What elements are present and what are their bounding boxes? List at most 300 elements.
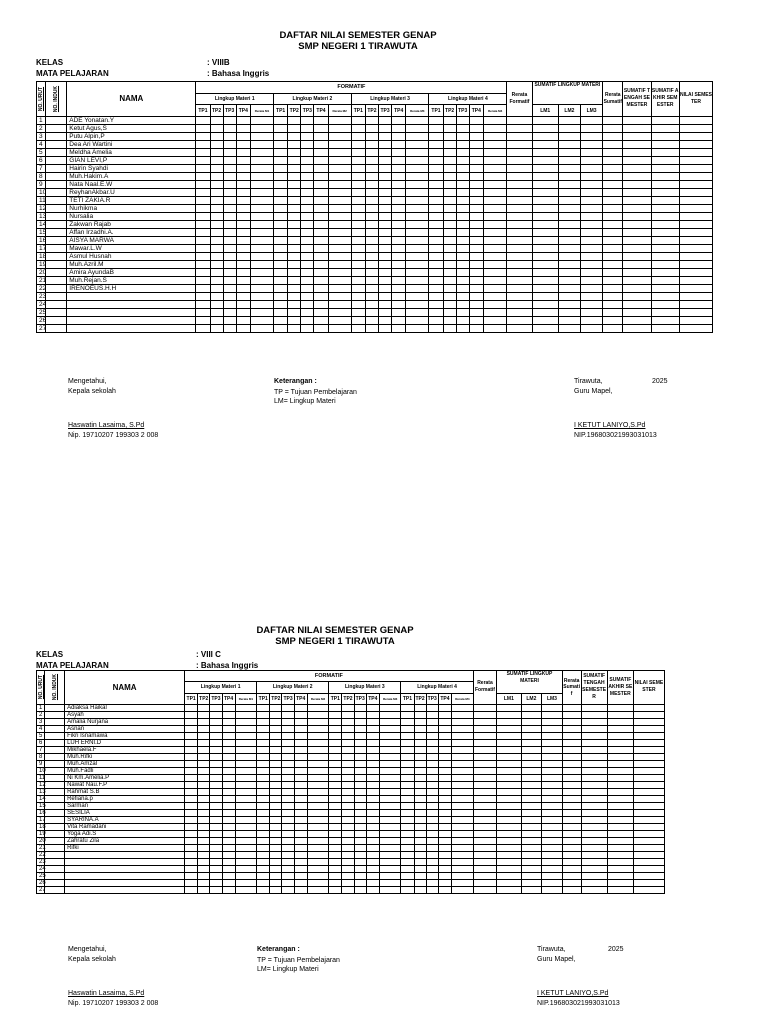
score-cell[interactable] — [542, 851, 563, 858]
score-cell[interactable] — [443, 300, 456, 308]
score-cell[interactable] — [223, 324, 236, 332]
score-cell[interactable] — [365, 252, 378, 260]
score-cell[interactable] — [507, 244, 532, 252]
score-cell[interactable] — [406, 268, 429, 276]
score-cell[interactable] — [562, 704, 581, 711]
score-cell[interactable] — [379, 739, 401, 746]
score-cell[interactable] — [236, 196, 250, 204]
score-cell[interactable] — [451, 732, 473, 739]
score-cell[interactable] — [401, 774, 414, 781]
score-cell[interactable] — [235, 872, 257, 879]
score-cell[interactable] — [314, 228, 328, 236]
score-cell[interactable] — [532, 140, 558, 148]
score-cell[interactable] — [651, 316, 679, 324]
score-cell[interactable] — [580, 284, 602, 292]
score-cell[interactable] — [354, 823, 366, 830]
score-cell[interactable] — [379, 725, 401, 732]
score-cell[interactable] — [607, 844, 633, 851]
score-cell[interactable] — [507, 260, 532, 268]
score-cell[interactable] — [198, 872, 210, 879]
score-cell[interactable] — [329, 725, 342, 732]
score-cell[interactable] — [558, 116, 580, 124]
score-cell[interactable] — [414, 781, 426, 788]
score-cell[interactable] — [342, 879, 354, 886]
score-cell[interactable] — [521, 767, 542, 774]
score-cell[interactable] — [378, 300, 391, 308]
score-cell[interactable] — [562, 788, 581, 795]
score-cell[interactable] — [270, 739, 282, 746]
score-cell[interactable] — [401, 879, 414, 886]
score-cell[interactable] — [542, 774, 563, 781]
score-cell[interactable] — [198, 739, 210, 746]
score-cell[interactable] — [354, 865, 366, 872]
score-cell[interactable] — [443, 252, 456, 260]
score-cell[interactable] — [342, 886, 354, 893]
score-cell[interactable] — [307, 725, 329, 732]
score-cell[interactable] — [223, 124, 236, 132]
score-cell[interactable] — [257, 718, 270, 725]
score-cell[interactable] — [651, 164, 679, 172]
score-cell[interactable] — [562, 760, 581, 767]
score-cell[interactable] — [198, 886, 210, 893]
score-cell[interactable] — [185, 788, 198, 795]
score-cell[interactable] — [185, 718, 198, 725]
score-cell[interactable] — [532, 300, 558, 308]
no-induk-cell[interactable] — [46, 268, 67, 276]
score-cell[interactable] — [223, 156, 236, 164]
score-cell[interactable] — [301, 180, 314, 188]
score-cell[interactable] — [342, 858, 354, 865]
score-cell[interactable] — [581, 711, 607, 718]
score-cell[interactable] — [365, 132, 378, 140]
score-cell[interactable] — [679, 236, 712, 244]
score-cell[interactable] — [282, 844, 294, 851]
score-cell[interactable] — [288, 228, 301, 236]
score-cell[interactable] — [542, 711, 563, 718]
score-cell[interactable] — [483, 308, 506, 316]
score-cell[interactable] — [314, 276, 328, 284]
score-cell[interactable] — [366, 774, 379, 781]
score-cell[interactable] — [366, 823, 379, 830]
score-cell[interactable] — [443, 204, 456, 212]
score-cell[interactable] — [378, 260, 391, 268]
score-cell[interactable] — [274, 188, 288, 196]
score-cell[interactable] — [456, 196, 469, 204]
score-cell[interactable] — [235, 781, 257, 788]
score-cell[interactable] — [451, 725, 473, 732]
score-cell[interactable] — [270, 872, 282, 879]
score-cell[interactable] — [406, 204, 429, 212]
score-cell[interactable] — [185, 809, 198, 816]
score-cell[interactable] — [185, 823, 198, 830]
score-cell[interactable] — [603, 316, 623, 324]
score-cell[interactable] — [236, 316, 250, 324]
score-cell[interactable] — [414, 718, 426, 725]
score-cell[interactable] — [562, 816, 581, 823]
score-cell[interactable] — [456, 276, 469, 284]
score-cell[interactable] — [521, 781, 542, 788]
score-cell[interactable] — [257, 816, 270, 823]
score-cell[interactable] — [210, 204, 223, 212]
score-cell[interactable] — [198, 760, 210, 767]
score-cell[interactable] — [185, 753, 198, 760]
score-cell[interactable] — [354, 788, 366, 795]
score-cell[interactable] — [236, 252, 250, 260]
score-cell[interactable] — [651, 196, 679, 204]
score-cell[interactable] — [401, 767, 414, 774]
score-cell[interactable] — [307, 718, 329, 725]
score-cell[interactable] — [443, 132, 456, 140]
score-cell[interactable] — [497, 732, 521, 739]
score-cell[interactable] — [257, 858, 270, 865]
score-cell[interactable] — [607, 760, 633, 767]
score-cell[interactable] — [414, 711, 426, 718]
score-cell[interactable] — [236, 236, 250, 244]
score-cell[interactable] — [438, 781, 451, 788]
score-cell[interactable] — [581, 858, 607, 865]
score-cell[interactable] — [185, 830, 198, 837]
score-cell[interactable] — [651, 212, 679, 220]
score-cell[interactable] — [438, 851, 451, 858]
score-cell[interactable] — [196, 252, 210, 260]
score-cell[interactable] — [301, 268, 314, 276]
score-cell[interactable] — [379, 823, 401, 830]
score-cell[interactable] — [257, 795, 270, 802]
score-cell[interactable] — [257, 872, 270, 879]
no-induk-cell[interactable] — [46, 116, 67, 124]
score-cell[interactable] — [236, 188, 250, 196]
score-cell[interactable] — [235, 809, 257, 816]
score-cell[interactable] — [354, 802, 366, 809]
score-cell[interactable] — [294, 746, 307, 753]
score-cell[interactable] — [562, 746, 581, 753]
score-cell[interactable] — [379, 718, 401, 725]
score-cell[interactable] — [366, 851, 379, 858]
score-cell[interactable] — [532, 116, 558, 124]
score-cell[interactable] — [378, 228, 391, 236]
score-cell[interactable] — [301, 156, 314, 164]
score-cell[interactable] — [282, 816, 294, 823]
score-cell[interactable] — [456, 324, 469, 332]
score-cell[interactable] — [257, 823, 270, 830]
score-cell[interactable] — [469, 324, 483, 332]
score-cell[interactable] — [366, 802, 379, 809]
score-cell[interactable] — [210, 228, 223, 236]
score-cell[interactable] — [580, 148, 602, 156]
score-cell[interactable] — [301, 124, 314, 132]
score-cell[interactable] — [558, 324, 580, 332]
score-cell[interactable] — [521, 760, 542, 767]
score-cell[interactable] — [307, 830, 329, 837]
score-cell[interactable] — [294, 886, 307, 893]
score-cell[interactable] — [451, 704, 473, 711]
score-cell[interactable] — [497, 816, 521, 823]
score-cell[interactable] — [580, 300, 602, 308]
score-cell[interactable] — [521, 725, 542, 732]
score-cell[interactable] — [521, 879, 542, 886]
score-cell[interactable] — [507, 220, 532, 228]
score-cell[interactable] — [282, 830, 294, 837]
score-cell[interactable] — [366, 781, 379, 788]
score-cell[interactable] — [250, 180, 273, 188]
score-cell[interactable] — [401, 886, 414, 893]
score-cell[interactable] — [473, 767, 496, 774]
score-cell[interactable] — [198, 788, 210, 795]
score-cell[interactable] — [282, 760, 294, 767]
score-cell[interactable] — [351, 164, 365, 172]
score-cell[interactable] — [406, 140, 429, 148]
score-cell[interactable] — [351, 148, 365, 156]
score-cell[interactable] — [623, 116, 651, 124]
score-cell[interactable] — [679, 276, 712, 284]
score-cell[interactable] — [633, 844, 664, 851]
score-cell[interactable] — [223, 276, 236, 284]
score-cell[interactable] — [257, 809, 270, 816]
score-cell[interactable] — [210, 180, 223, 188]
score-cell[interactable] — [456, 164, 469, 172]
score-cell[interactable] — [236, 204, 250, 212]
score-cell[interactable] — [426, 865, 438, 872]
score-cell[interactable] — [392, 292, 406, 300]
score-cell[interactable] — [301, 260, 314, 268]
score-cell[interactable] — [210, 851, 222, 858]
score-cell[interactable] — [257, 753, 270, 760]
score-cell[interactable] — [451, 774, 473, 781]
score-cell[interactable] — [274, 148, 288, 156]
score-cell[interactable] — [314, 180, 328, 188]
score-cell[interactable] — [294, 851, 307, 858]
score-cell[interactable] — [469, 236, 483, 244]
score-cell[interactable] — [301, 316, 314, 324]
score-cell[interactable] — [185, 879, 198, 886]
score-cell[interactable] — [483, 140, 506, 148]
score-cell[interactable] — [581, 781, 607, 788]
score-cell[interactable] — [633, 872, 664, 879]
score-cell[interactable] — [294, 872, 307, 879]
score-cell[interactable] — [288, 172, 301, 180]
score-cell[interactable] — [429, 212, 443, 220]
score-cell[interactable] — [274, 124, 288, 132]
score-cell[interactable] — [483, 236, 506, 244]
score-cell[interactable] — [378, 116, 391, 124]
score-cell[interactable] — [282, 858, 294, 865]
score-cell[interactable] — [562, 774, 581, 781]
score-cell[interactable] — [328, 300, 351, 308]
score-cell[interactable] — [342, 844, 354, 851]
score-cell[interactable] — [294, 816, 307, 823]
score-cell[interactable] — [342, 809, 354, 816]
score-cell[interactable] — [366, 872, 379, 879]
score-cell[interactable] — [210, 252, 223, 260]
score-cell[interactable] — [581, 753, 607, 760]
score-cell[interactable] — [198, 753, 210, 760]
no-induk-cell[interactable] — [45, 837, 65, 844]
score-cell[interactable] — [392, 220, 406, 228]
score-cell[interactable] — [235, 886, 257, 893]
no-induk-cell[interactable] — [46, 276, 67, 284]
score-cell[interactable] — [607, 879, 633, 886]
score-cell[interactable] — [532, 252, 558, 260]
score-cell[interactable] — [532, 212, 558, 220]
score-cell[interactable] — [282, 809, 294, 816]
score-cell[interactable] — [443, 188, 456, 196]
score-cell[interactable] — [257, 767, 270, 774]
score-cell[interactable] — [451, 886, 473, 893]
score-cell[interactable] — [250, 228, 273, 236]
score-cell[interactable] — [542, 823, 563, 830]
score-cell[interactable] — [542, 746, 563, 753]
score-cell[interactable] — [426, 788, 438, 795]
score-cell[interactable] — [438, 753, 451, 760]
score-cell[interactable] — [532, 284, 558, 292]
score-cell[interactable] — [235, 767, 257, 774]
score-cell[interactable] — [581, 732, 607, 739]
score-cell[interactable] — [250, 124, 273, 132]
score-cell[interactable] — [210, 316, 223, 324]
no-induk-cell[interactable] — [46, 316, 67, 324]
score-cell[interactable] — [483, 244, 506, 252]
score-cell[interactable] — [257, 774, 270, 781]
score-cell[interactable] — [623, 156, 651, 164]
score-cell[interactable] — [354, 844, 366, 851]
score-cell[interactable] — [342, 788, 354, 795]
score-cell[interactable] — [198, 718, 210, 725]
score-cell[interactable] — [198, 732, 210, 739]
score-cell[interactable] — [414, 879, 426, 886]
score-cell[interactable] — [401, 865, 414, 872]
score-cell[interactable] — [354, 851, 366, 858]
score-cell[interactable] — [196, 204, 210, 212]
score-cell[interactable] — [679, 164, 712, 172]
score-cell[interactable] — [558, 308, 580, 316]
score-cell[interactable] — [342, 767, 354, 774]
score-cell[interactable] — [469, 180, 483, 188]
score-cell[interactable] — [483, 284, 506, 292]
score-cell[interactable] — [401, 732, 414, 739]
score-cell[interactable] — [456, 284, 469, 292]
score-cell[interactable] — [378, 132, 391, 140]
score-cell[interactable] — [210, 886, 222, 893]
score-cell[interactable] — [379, 774, 401, 781]
score-cell[interactable] — [497, 830, 521, 837]
score-cell[interactable] — [270, 704, 282, 711]
score-cell[interactable] — [581, 809, 607, 816]
score-cell[interactable] — [288, 196, 301, 204]
score-cell[interactable] — [607, 865, 633, 872]
score-cell[interactable] — [581, 872, 607, 879]
score-cell[interactable] — [507, 292, 532, 300]
score-cell[interactable] — [603, 188, 623, 196]
score-cell[interactable] — [532, 188, 558, 196]
score-cell[interactable] — [314, 316, 328, 324]
score-cell[interactable] — [443, 260, 456, 268]
score-cell[interactable] — [651, 204, 679, 212]
score-cell[interactable] — [451, 816, 473, 823]
score-cell[interactable] — [483, 316, 506, 324]
score-cell[interactable] — [414, 795, 426, 802]
score-cell[interactable] — [414, 732, 426, 739]
score-cell[interactable] — [623, 228, 651, 236]
score-cell[interactable] — [274, 300, 288, 308]
score-cell[interactable] — [198, 816, 210, 823]
score-cell[interactable] — [210, 156, 223, 164]
score-cell[interactable] — [210, 300, 223, 308]
score-cell[interactable] — [651, 276, 679, 284]
score-cell[interactable] — [270, 753, 282, 760]
score-cell[interactable] — [607, 718, 633, 725]
score-cell[interactable] — [469, 140, 483, 148]
score-cell[interactable] — [542, 704, 563, 711]
score-cell[interactable] — [274, 220, 288, 228]
score-cell[interactable] — [185, 739, 198, 746]
score-cell[interactable] — [429, 236, 443, 244]
score-cell[interactable] — [558, 220, 580, 228]
score-cell[interactable] — [532, 196, 558, 204]
score-cell[interactable] — [414, 886, 426, 893]
score-cell[interactable] — [222, 746, 235, 753]
score-cell[interactable] — [198, 837, 210, 844]
score-cell[interactable] — [223, 116, 236, 124]
score-cell[interactable] — [401, 823, 414, 830]
score-cell[interactable] — [222, 788, 235, 795]
score-cell[interactable] — [196, 156, 210, 164]
score-cell[interactable] — [532, 148, 558, 156]
score-cell[interactable] — [329, 809, 342, 816]
score-cell[interactable] — [438, 823, 451, 830]
score-cell[interactable] — [365, 292, 378, 300]
score-cell[interactable] — [392, 132, 406, 140]
score-cell[interactable] — [542, 781, 563, 788]
score-cell[interactable] — [443, 308, 456, 316]
score-cell[interactable] — [365, 204, 378, 212]
score-cell[interactable] — [288, 164, 301, 172]
score-cell[interactable] — [351, 236, 365, 244]
score-cell[interactable] — [581, 760, 607, 767]
score-cell[interactable] — [558, 180, 580, 188]
score-cell[interactable] — [469, 196, 483, 204]
score-cell[interactable] — [294, 725, 307, 732]
score-cell[interactable] — [438, 718, 451, 725]
score-cell[interactable] — [196, 228, 210, 236]
score-cell[interactable] — [580, 212, 602, 220]
score-cell[interactable] — [426, 837, 438, 844]
score-cell[interactable] — [288, 252, 301, 260]
score-cell[interactable] — [235, 851, 257, 858]
score-cell[interactable] — [301, 236, 314, 244]
score-cell[interactable] — [542, 809, 563, 816]
score-cell[interactable] — [365, 116, 378, 124]
score-cell[interactable] — [314, 116, 328, 124]
score-cell[interactable] — [351, 204, 365, 212]
score-cell[interactable] — [429, 308, 443, 316]
score-cell[interactable] — [222, 886, 235, 893]
score-cell[interactable] — [392, 324, 406, 332]
no-induk-cell[interactable] — [46, 156, 67, 164]
score-cell[interactable] — [274, 292, 288, 300]
no-induk-cell[interactable] — [45, 802, 65, 809]
score-cell[interactable] — [532, 204, 558, 212]
score-cell[interactable] — [314, 212, 328, 220]
no-induk-cell[interactable] — [45, 795, 65, 802]
score-cell[interactable] — [406, 180, 429, 188]
score-cell[interactable] — [328, 244, 351, 252]
score-cell[interactable] — [558, 140, 580, 148]
score-cell[interactable] — [379, 872, 401, 879]
score-cell[interactable] — [185, 746, 198, 753]
score-cell[interactable] — [301, 220, 314, 228]
score-cell[interactable] — [282, 746, 294, 753]
score-cell[interactable] — [210, 774, 222, 781]
